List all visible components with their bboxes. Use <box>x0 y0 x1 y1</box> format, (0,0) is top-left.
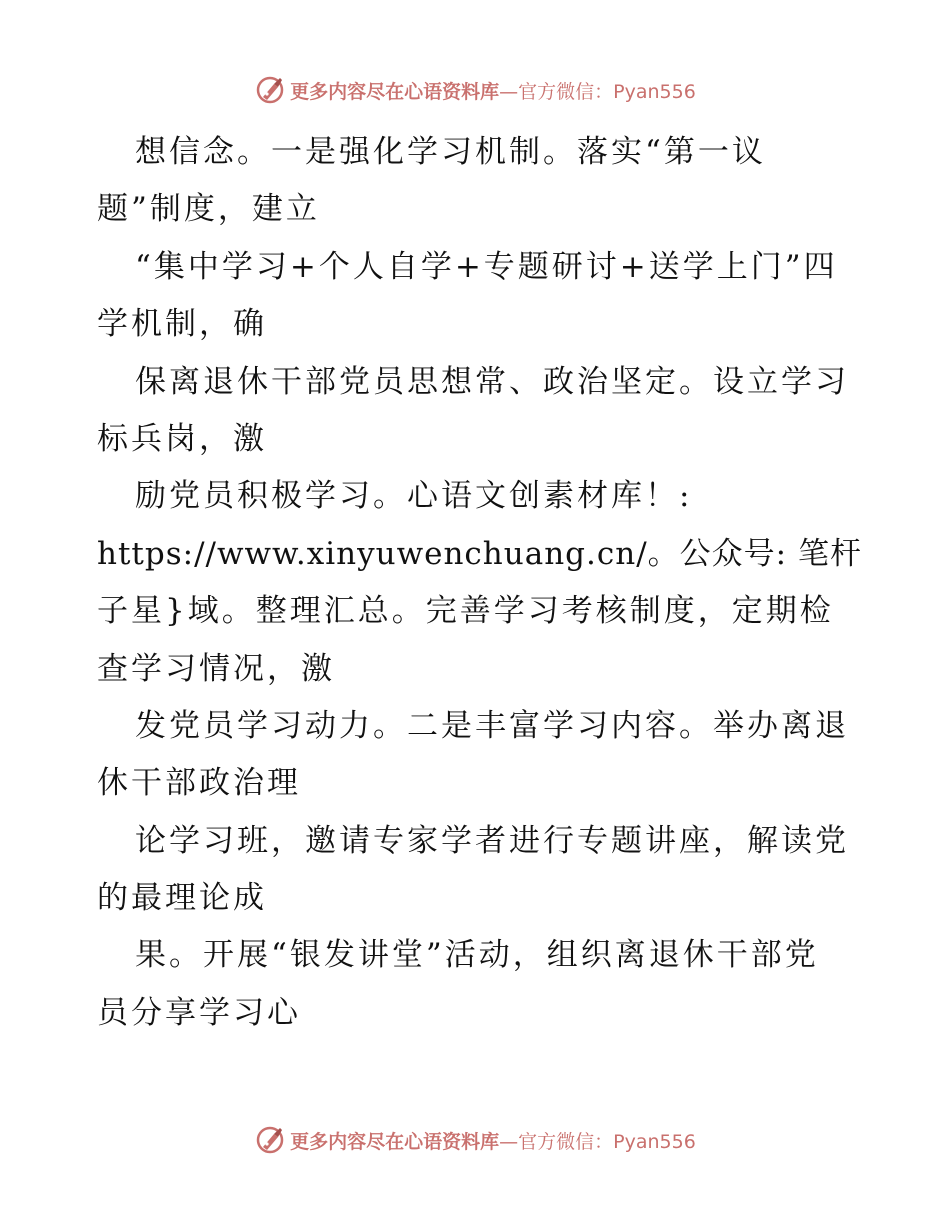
text-line: 保离退休干部党员思想常、政治坚定。设立学习 <box>135 363 849 400</box>
header-contact-text: —官方微信：Pyan556 <box>499 80 696 103</box>
text-line: 发党员学习动力。二是丰富学习内容。举办离退 <box>135 707 849 744</box>
text-line: “集中学习+个人自学+专题研讨+送学上门”四 <box>135 248 838 285</box>
text-line: 励党员积极学习。心语文创素材库！: <box>135 478 693 515</box>
text-line: 想信念。一是强化学习机制。落实“第一议 <box>135 134 766 170</box>
text-line: 员分享学习心 <box>97 994 301 1031</box>
text-line: 题”制度，建立 <box>97 191 320 228</box>
text-line: 查学习情况，激 <box>97 650 335 687</box>
header-banner <box>0 72 950 108</box>
text-line: 休干部政治理 <box>97 765 301 802</box>
body-text <box>97 124 867 1042</box>
text-line: 论学习班，邀请专家学者进行专题讲座，解读党 <box>135 822 849 859</box>
text-line: 子星}域。整理汇总。完善学习考核制度，定期检 <box>97 593 834 630</box>
footer-brand-text: 更多内容尽在心语资料库 <box>290 1130 500 1153</box>
pen-logo-icon <box>254 1124 286 1156</box>
text-line: 学机制，确 <box>97 306 267 343</box>
text-line: 标兵岗，激 <box>97 420 267 457</box>
text-line: 果。开展“银发讲堂”活动，组织离退休干部党 <box>135 937 819 974</box>
footer-banner <box>0 1122 950 1158</box>
footer-contact-text: —官方微信：Pyan556 <box>499 1130 696 1153</box>
pen-logo-icon <box>254 74 286 106</box>
header-brand-text: 更多内容尽在心语资料库 <box>290 80 500 103</box>
text-line-url: https://www.xinyuwenchuang.cn/。公众号: 笔杆 <box>97 535 862 572</box>
text-line: 的最理论成 <box>97 880 267 917</box>
